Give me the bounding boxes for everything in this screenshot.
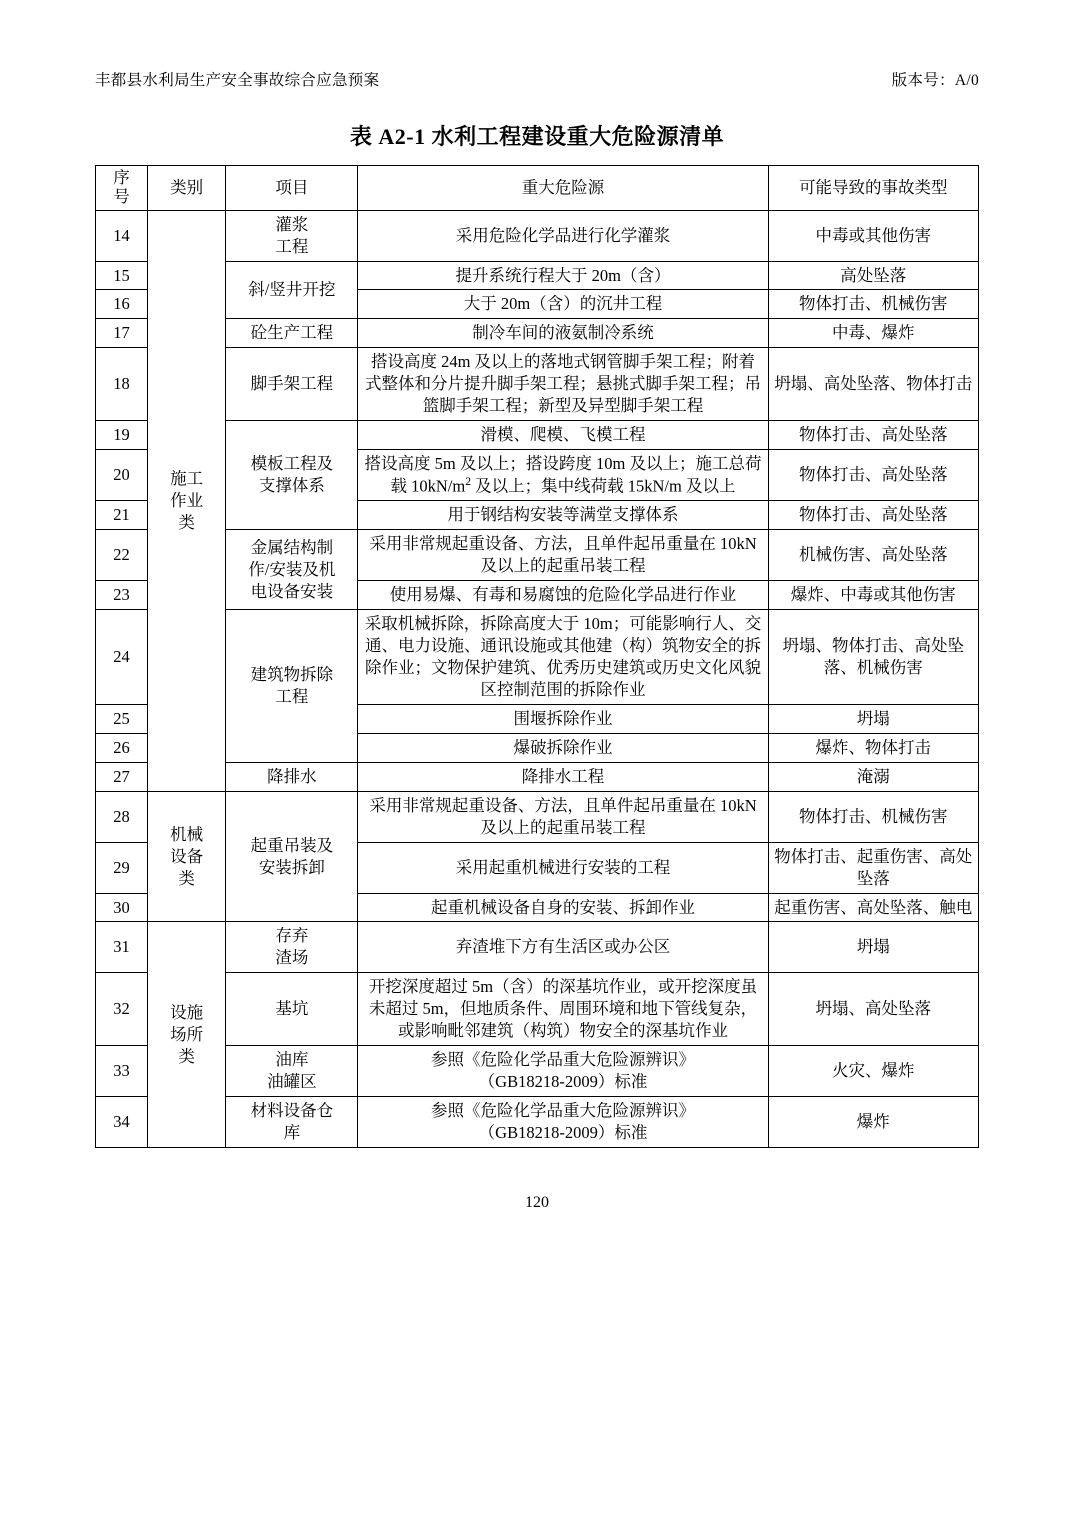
cell-item-oil — [226, 1046, 358, 1097]
cell-source: 弃渣堆下方有生活区或办公区 — [358, 922, 768, 973]
source-line1: 参照《危险化学品重大危险源辨识》 — [431, 1050, 695, 1070]
cell-source: 采用非常规起重设备、方法，且单件起吊重量在 10kN 及以上的起重吊装工程 — [358, 791, 768, 842]
source-line2: （GB18218-2009）标准 — [478, 1122, 648, 1142]
cell-seq: 17 — [96, 319, 148, 348]
cell-seq: 34 — [96, 1097, 148, 1148]
item-line1: 建筑物拆除 — [250, 665, 334, 685]
cell-accident: 坍塌、物体打击、高处坠落、机械伤害 — [768, 610, 978, 705]
item-line2: 渣场 — [275, 948, 309, 968]
cell-item-metal — [226, 530, 358, 610]
cell-seq: 18 — [96, 348, 148, 421]
table-row — [96, 1097, 979, 1148]
cell-category-construction — [148, 210, 226, 791]
page-number: 120 — [525, 1193, 549, 1211]
cell-seq: 27 — [96, 762, 148, 791]
category-line1: 施工 — [170, 468, 204, 488]
cell-item-grouting — [226, 210, 358, 261]
item-line2: 库 — [283, 1122, 301, 1142]
column-header-category: 类别 — [148, 165, 226, 210]
cell-accident: 物体打击、机械伤害 — [768, 791, 978, 842]
cell-seq: 26 — [96, 733, 148, 762]
cell-source: 围堰拆除作业 — [358, 704, 768, 733]
header-version: 版本号：A/0 — [891, 72, 979, 89]
table-title: 表 A2-1 水利工程建设重大危险源清单 — [349, 123, 725, 149]
hazard-source-table — [95, 165, 979, 1148]
cell-seq: 22 — [96, 530, 148, 581]
column-header-source: 重大危险源 — [358, 165, 768, 210]
cell-accident: 坍塌、高处坠落 — [768, 973, 978, 1046]
column-header-seq-line1: 序 — [113, 167, 130, 187]
cell-source: 采取机械拆除，拆除高度大于 10m；可能影响行人、交通、电力设施、通讯设施或其他建（构）筑物安全的拆除作业；文物保护建筑、优秀历史建筑或历史文化风貌区控制范围的拆除作业 — [358, 610, 768, 705]
cell-seq: 30 — [96, 893, 148, 922]
cell-accident: 坍塌 — [768, 922, 978, 973]
cell-accident: 物体打击、高处坠落 — [768, 421, 978, 450]
category-line3: 类 — [178, 868, 195, 888]
cell-accident: 物体打击、高处坠落 — [768, 501, 978, 530]
category-line2: 设备 — [170, 846, 204, 866]
item-line2: 工程 — [275, 687, 309, 706]
cell-category-facility — [148, 922, 226, 1147]
table-row — [96, 762, 979, 791]
cell-source: 开挖深度超过 5m（含）的深基坑作业，或开挖深度虽未超过 5m，但地质条件、周围环境和地下管线复杂，或影响毗邻建筑（构筑）物安全的深基坑作业 — [358, 973, 768, 1046]
item-line2: 工程 — [275, 236, 309, 256]
cell-seq: 15 — [96, 261, 148, 290]
cell-source: 爆破拆除作业 — [358, 733, 768, 762]
cell-item-demolition — [226, 610, 358, 763]
table-row — [96, 261, 979, 290]
cell-accident: 机械伤害、高处坠落 — [768, 530, 978, 581]
table-row — [96, 530, 979, 581]
cell-source: 起重机械设备自身的安装、拆卸作业 — [358, 893, 768, 922]
cell-accident: 中毒、爆炸 — [768, 319, 978, 348]
cell-source: 提升系统行程大于 20m（含） — [358, 261, 768, 290]
cell-source: 使用易爆、有毒和易腐蚀的危险化学品进行作业 — [358, 581, 768, 610]
category-line2: 场所 — [170, 1024, 204, 1044]
cell-accident: 爆炸、中毒或其他伤害 — [768, 581, 978, 610]
cell-accident: 坍塌 — [768, 704, 978, 733]
table-row — [96, 319, 979, 348]
item-line2: 油罐区 — [267, 1072, 317, 1092]
cell-source: 搭设高度 24m 及以上的落地式钢管脚手架工程；附着式整体和分片提升脚手架工程；悬挑式脚手架工程；吊篮脚手架工程；新型及异型脚手架工程 — [358, 348, 768, 421]
cell-source: 采用起重机械进行安装的工程 — [358, 842, 768, 893]
cell-item-warehouse — [226, 1097, 358, 1148]
item-line2: 支撑体系 — [258, 476, 325, 496]
cell-source: 滑模、爬模、飞模工程 — [358, 421, 768, 450]
table-row — [96, 421, 979, 450]
cell-category-machinery — [148, 791, 226, 922]
cell-source: 大于 20m（含）的沉井工程 — [358, 290, 768, 319]
item-line1: 金属结构制 — [250, 537, 334, 557]
cell-seq: 33 — [96, 1046, 148, 1097]
header-document-title: 丰都县水利局生产安全事故综合应急预案 — [95, 72, 380, 89]
cell-seq: 32 — [96, 973, 148, 1046]
cell-accident: 爆炸、物体打击 — [768, 733, 978, 762]
cell-seq: 31 — [96, 922, 148, 973]
cell-seq: 29 — [96, 842, 148, 893]
table-row — [96, 348, 979, 421]
category-line1: 机械 — [170, 824, 204, 844]
cell-source — [358, 1097, 768, 1148]
cell-accident: 高处坠落 — [768, 261, 978, 290]
column-header-seq — [96, 165, 148, 210]
cell-accident: 起重伤害、高处坠落、触电 — [768, 893, 978, 922]
cell-seq: 20 — [96, 450, 148, 501]
table-row — [96, 610, 979, 705]
cell-seq: 21 — [96, 501, 148, 530]
item-line1: 灌浆 — [275, 214, 309, 234]
cell-source: 降排水工程 — [358, 762, 768, 791]
cell-item-spoil — [226, 922, 358, 973]
item-line1: 材料设备仓 — [250, 1101, 334, 1120]
cell-item-formwork — [226, 421, 358, 530]
cell-source — [358, 1046, 768, 1097]
category-line2: 作业 — [170, 490, 204, 510]
table-row — [96, 791, 979, 842]
column-header-item: 项目 — [226, 165, 358, 210]
cell-accident: 物体打击、机械伤害 — [768, 290, 978, 319]
table-row — [96, 922, 979, 973]
cell-seq: 25 — [96, 704, 148, 733]
cell-item-hoisting — [226, 791, 358, 922]
table-row — [96, 1046, 979, 1097]
cell-seq: 23 — [96, 581, 148, 610]
cell-item-foundation: 基坑 — [226, 973, 358, 1046]
table-row — [96, 973, 979, 1046]
cell-source: 采用非常规起重设备、方法，且单件起吊重量在 10kN 及以上的起重吊装工程 — [358, 530, 768, 581]
cell-accident: 淹溺 — [768, 762, 978, 791]
item-line3: 电设备安装 — [250, 581, 334, 601]
item-line1: 存弃 — [275, 926, 309, 946]
cell-source: 用于钢结构安装等满堂支撑体系 — [358, 501, 768, 530]
item-line1: 起重吊装及 — [250, 835, 334, 855]
cell-seq: 24 — [96, 610, 148, 705]
cell-accident: 火灾、爆炸 — [768, 1046, 978, 1097]
cell-accident: 坍塌、高处坠落、物体打击 — [768, 348, 978, 421]
cell-source: 采用危险化学品进行化学灌浆 — [358, 210, 768, 261]
source-line1: 参照《危险化学品重大危险源辨识》 — [431, 1101, 695, 1120]
cell-accident: 爆炸 — [768, 1097, 978, 1148]
category-line3: 类 — [178, 512, 195, 532]
category-line3: 类 — [178, 1046, 195, 1066]
cell-accident: 物体打击、起重伤害、高处坠落 — [768, 842, 978, 893]
cell-item-shaft: 斜/竖井开挖 — [226, 261, 358, 319]
cell-accident: 中毒或其他伤害 — [768, 210, 978, 261]
cell-source: 制冷车间的液氨制冷系统 — [358, 319, 768, 348]
cell-item-concrete: 砼生产工程 — [226, 319, 358, 348]
item-line2: 安装拆卸 — [258, 857, 325, 877]
table-header-row — [96, 165, 979, 210]
item-line1: 模板工程及 — [250, 454, 334, 474]
item-line2: 作/安装及机 — [248, 559, 336, 579]
cell-seq: 14 — [96, 210, 148, 261]
cell-item-scaffold: 脚手架工程 — [226, 348, 358, 421]
cell-seq: 16 — [96, 290, 148, 319]
cell-item-dewatering: 降排水 — [226, 762, 358, 791]
cell-accident: 物体打击、高处坠落 — [768, 450, 978, 501]
cell-seq: 19 — [96, 421, 148, 450]
cell-source: 搭设高度 5m 及以上；搭设跨度 10m 及以上；施工总荷载 $10kN/m^2$ 及以上；集中线荷载 15kN/m 及以上 — [358, 450, 768, 501]
category-line1: 设施 — [170, 1002, 204, 1022]
column-header-accident: 可能导致的事故类型 — [768, 165, 978, 210]
page-header — [95, 70, 979, 92]
cell-seq: 28 — [96, 791, 148, 842]
item-line1: 油库 — [275, 1050, 309, 1070]
column-header-seq-line2: 号 — [113, 186, 130, 206]
source-line2: （GB18218-2009）标准 — [478, 1072, 648, 1092]
table-row — [96, 210, 979, 261]
